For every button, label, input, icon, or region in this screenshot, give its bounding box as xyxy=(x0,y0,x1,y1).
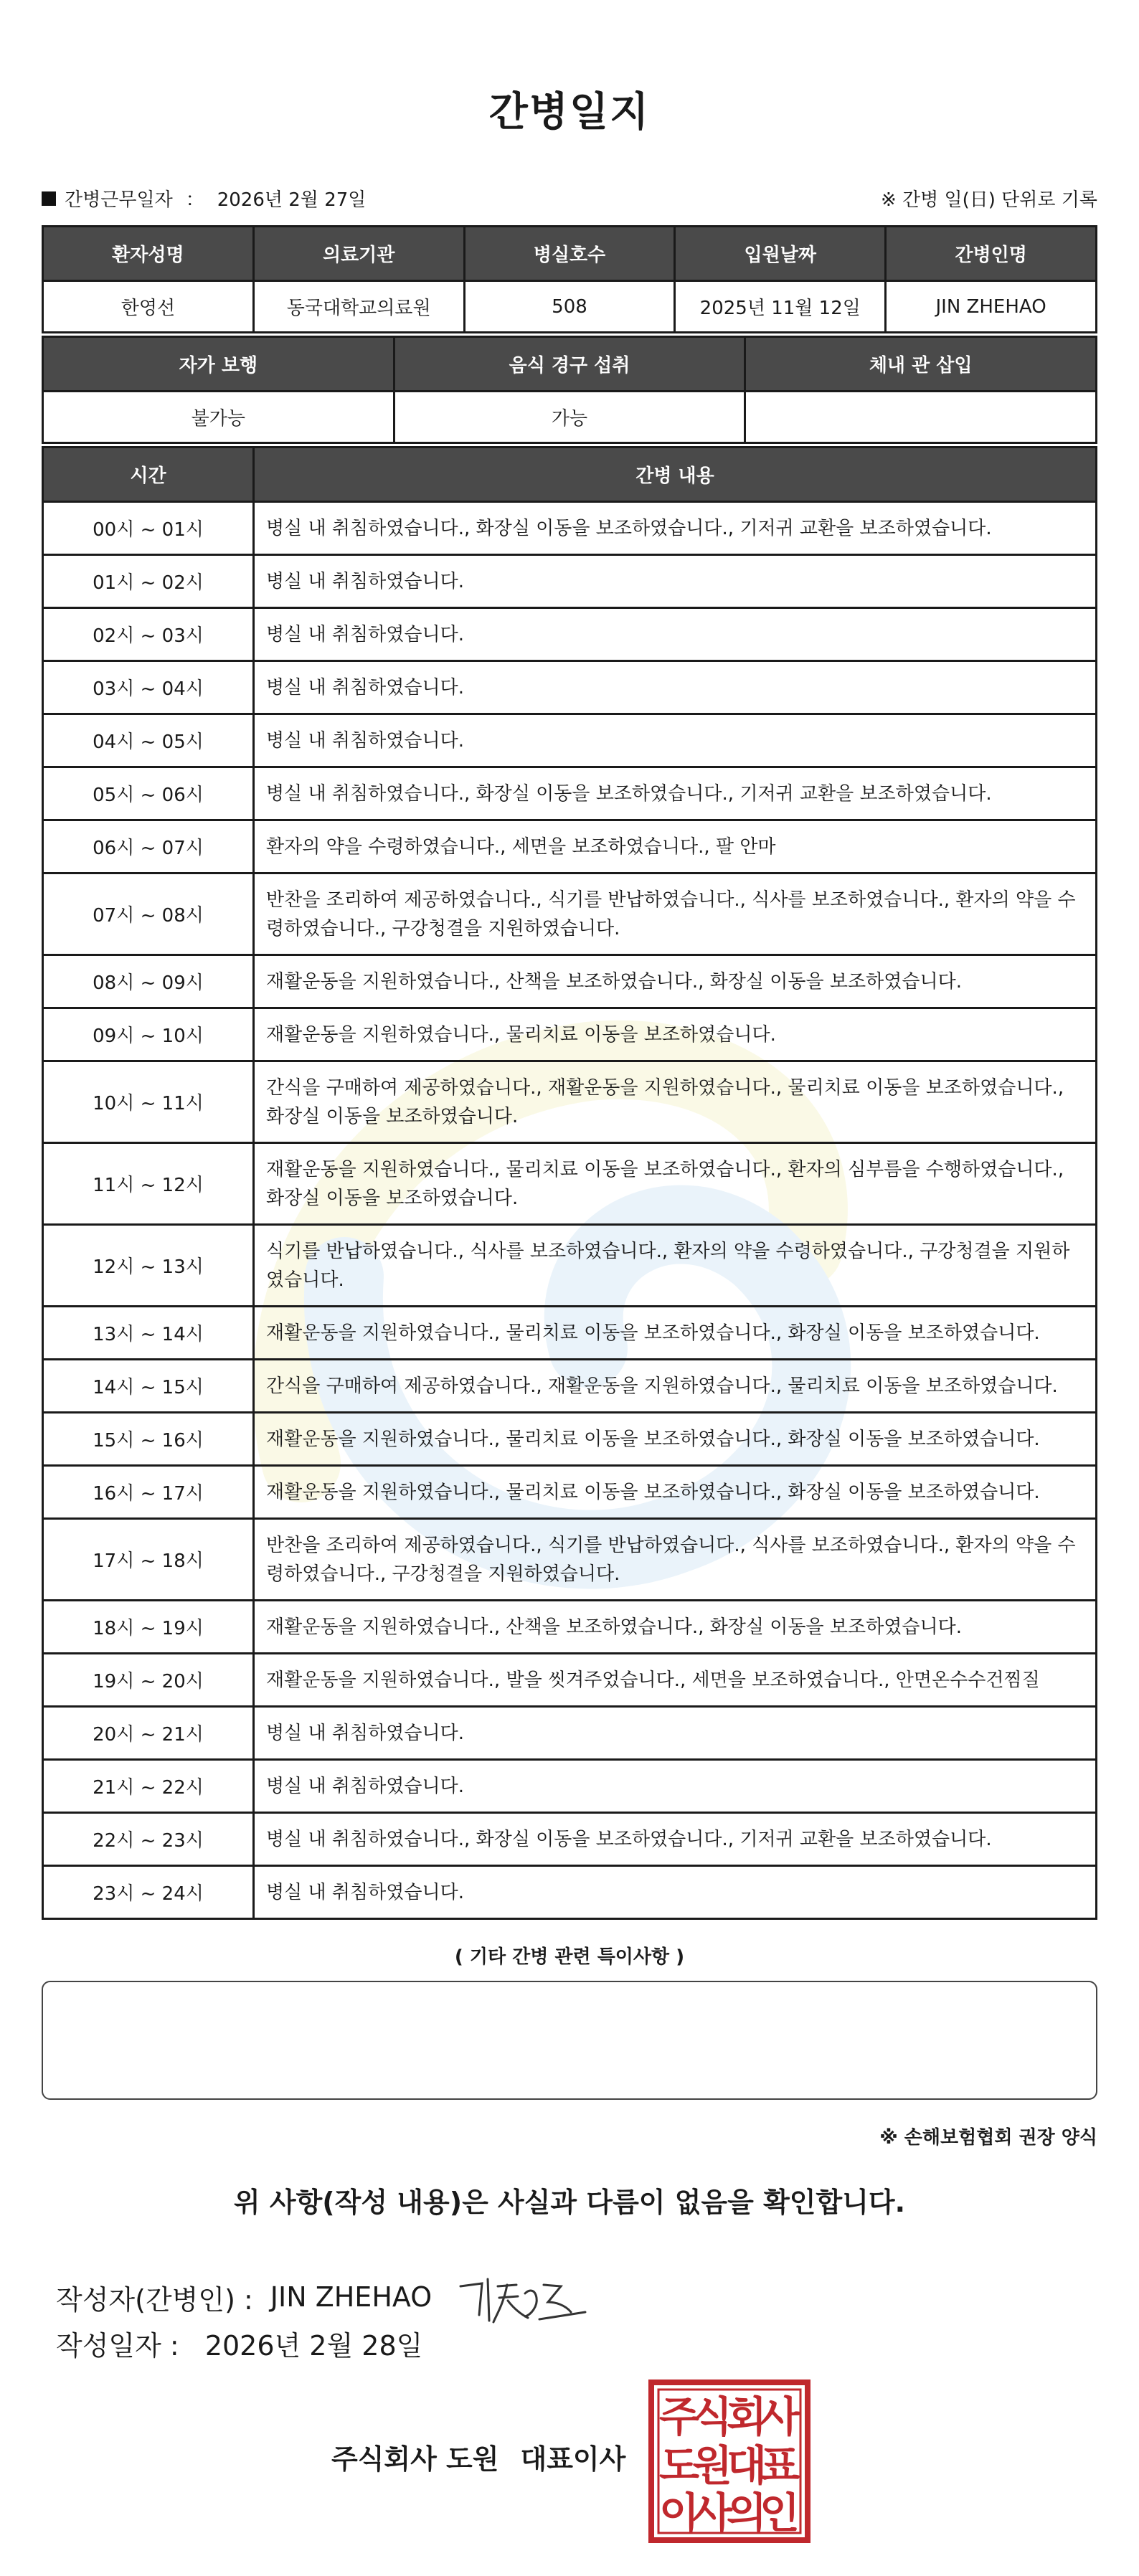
table-row xyxy=(43,1008,1097,1061)
table-row xyxy=(43,1601,1097,1654)
written-date-label: 작성일자 : xyxy=(56,2330,179,2362)
status-header-row xyxy=(43,337,1097,392)
table-row xyxy=(43,1143,1097,1225)
written-date-line xyxy=(56,2324,422,2363)
log-content: 식기를 반납하였습니다., 식사를 보조하였습니다., 환자의 약을 수령하였습니다., 구강청결을 지원하였습니다. xyxy=(254,1225,1097,1307)
header-caregiver-name: 간병인명 xyxy=(886,227,1097,281)
log-content: 간식을 구매하여 제공하였습니다., 재활운동을 지원하였습니다., 물리치료 이동을 보조하였습니다. xyxy=(254,1360,1097,1413)
work-date xyxy=(42,185,366,212)
insurer-note: ※ 손해보험협회 권장 양식 xyxy=(879,2127,1097,2149)
work-date-value: 2026년 2월 27일 xyxy=(217,189,367,211)
log-time: 12시 ~ 13시 xyxy=(43,1225,254,1307)
log-time: 00시 ~ 01시 xyxy=(43,502,254,555)
log-time: 23시 ~ 24시 xyxy=(43,1866,254,1919)
confirm-statement: 위 사항(작성 내용)은 사실과 다름이 없음을 확인합니다. xyxy=(233,2187,906,2218)
svg-text:의: 의 xyxy=(726,2489,767,2537)
log-time: 20시 ~ 21시 xyxy=(43,1707,254,1760)
log-content: 재활운동을 지원하였습니다., 산책을 보조하였습니다., 화장실 이동을 보조하였습니다. xyxy=(254,955,1097,1008)
log-content: 재활운동을 지원하였습니다., 물리치료 이동을 보조하였습니다., 화장실 이동을 보조하였습니다. xyxy=(254,1307,1097,1360)
log-time: 22시 ~ 23시 xyxy=(43,1813,254,1866)
caregiver-name: JIN ZHEHAO xyxy=(886,281,1097,333)
log-content: 재활운동을 지원하였습니다., 물리치료 이동을 보조하였습니다., 환자의 심부름을 수행하였습니다., 화장실 이동을 보조하였습니다. xyxy=(254,1143,1097,1225)
care-log-table xyxy=(42,446,1097,1920)
log-content: 재활운동을 지원하였습니다., 물리치료 이동을 보조하였습니다. xyxy=(254,1008,1097,1061)
log-time: 05시 ~ 06시 xyxy=(43,767,254,820)
table-row xyxy=(43,873,1097,955)
log-content: 병실 내 취침하였습니다., 화장실 이동을 보조하였습니다., 기저귀 교환을 보조하였습니다. xyxy=(254,767,1097,820)
table-row xyxy=(43,767,1097,820)
header-tube-insertion: 체내 관 삽입 xyxy=(745,337,1097,392)
page-title: 간병일지 xyxy=(488,89,651,136)
table-row xyxy=(43,1360,1097,1413)
log-time: 14시 ~ 15시 xyxy=(43,1360,254,1413)
log-time: 01시 ~ 02시 xyxy=(43,555,254,608)
patient-status-table xyxy=(42,336,1097,444)
patient-value-row xyxy=(43,281,1097,333)
header-care-content: 간병 내용 xyxy=(254,448,1097,502)
admission-date: 2025년 11월 12일 xyxy=(675,281,886,333)
header-patient-name: 환자성명 xyxy=(43,227,254,281)
header-time: 시간 xyxy=(43,448,254,502)
patient-name: 한영선 xyxy=(43,281,254,333)
log-time: 02시 ~ 03시 xyxy=(43,608,254,661)
unit-note: ※ 간병 일(日) 단위로 기록 xyxy=(880,189,1097,211)
company-seal-icon xyxy=(648,2380,810,2543)
self-walking-value: 불가능 xyxy=(43,392,394,443)
table-row xyxy=(43,1466,1097,1519)
header-room: 병실호수 xyxy=(464,227,675,281)
signature-image xyxy=(453,2265,590,2329)
square-bullet-icon xyxy=(42,191,56,206)
log-content: 병실 내 취침하였습니다. xyxy=(254,1866,1097,1919)
log-content: 재활운동을 지원하였습니다., 물리치료 이동을 보조하였습니다., 화장실 이동을 보조하였습니다. xyxy=(254,1413,1097,1466)
table-row xyxy=(43,1225,1097,1307)
log-time: 11시 ~ 12시 xyxy=(43,1143,254,1225)
log-content: 반찬을 조리하여 제공하였습니다., 식기를 반납하였습니다., 식사를 보조하였습니다., 환자의 약을 수령하였습니다., 구강청결을 지원하였습니다. xyxy=(254,1519,1097,1601)
table-row xyxy=(43,1519,1097,1601)
log-time: 21시 ~ 22시 xyxy=(43,1760,254,1813)
log-content: 재활운동을 지원하였습니다., 산책을 보조하였습니다., 화장실 이동을 보조하였습니다. xyxy=(254,1601,1097,1654)
table-row xyxy=(43,955,1097,1008)
log-content: 병실 내 취침하였습니다. xyxy=(254,714,1097,767)
table-row xyxy=(43,1413,1097,1466)
company-line xyxy=(331,2437,625,2476)
svg-text:사: 사 xyxy=(691,2489,733,2537)
written-date-value: 2026년 2월 28일 xyxy=(204,2330,423,2362)
log-time: 04시 ~ 05시 xyxy=(43,714,254,767)
log-time: 18시 ~ 19시 xyxy=(43,1601,254,1654)
log-content: 병실 내 취침하였습니다. xyxy=(254,555,1097,608)
svg-text:표: 표 xyxy=(759,2441,800,2490)
header-self-walking: 자가 보행 xyxy=(43,337,394,392)
log-content: 병실 내 취침하였습니다. xyxy=(254,661,1097,714)
log-time: 15시 ~ 16시 xyxy=(43,1413,254,1466)
log-content: 병실 내 취침하였습니다., 화장실 이동을 보조하였습니다., 기저귀 교환을 보조하였습니다. xyxy=(254,1813,1097,1866)
patient-header-row xyxy=(43,227,1097,281)
svg-text:도: 도 xyxy=(658,2441,700,2490)
log-time: 16시 ~ 17시 xyxy=(43,1466,254,1519)
svg-text:회: 회 xyxy=(726,2392,767,2441)
svg-text:인: 인 xyxy=(759,2489,800,2537)
table-row xyxy=(43,608,1097,661)
log-time: 03시 ~ 04시 xyxy=(43,661,254,714)
table-row xyxy=(43,555,1097,608)
work-date-separator: ： xyxy=(185,189,204,211)
meta-row xyxy=(42,185,1097,214)
table-row xyxy=(43,1654,1097,1707)
status-value-row xyxy=(43,392,1097,443)
log-time: 19시 ~ 20시 xyxy=(43,1654,254,1707)
writer-name: JIN ZHEHAO xyxy=(270,2281,433,2313)
tube-insertion-value xyxy=(745,392,1097,443)
writer-line xyxy=(56,2265,590,2329)
log-content: 재활운동을 지원하였습니다., 발을 씻겨주었습니다., 세면을 보조하였습니다., 안면온수수건찜질 xyxy=(254,1654,1097,1707)
log-content: 간식을 구매하여 제공하였습니다., 재활운동을 지원하였습니다., 물리치료 이동을 보조하였습니다., 화장실 이동을 보조하였습니다. xyxy=(254,1061,1097,1143)
log-content: 재활운동을 지원하였습니다., 물리치료 이동을 보조하였습니다., 화장실 이동을 보조하였습니다. xyxy=(254,1466,1097,1519)
table-row xyxy=(43,1307,1097,1360)
header-admission-date: 입원날짜 xyxy=(675,227,886,281)
log-time: 06시 ~ 07시 xyxy=(43,820,254,873)
company-title: 대표이사 xyxy=(520,2443,626,2475)
log-header-row xyxy=(43,448,1097,502)
header-oral-intake: 음식 경구 섭취 xyxy=(394,337,745,392)
svg-text:대: 대 xyxy=(726,2441,767,2490)
log-content: 반찬을 조리하여 제공하였습니다., 식기를 반납하였습니다., 식사를 보조하였습니다., 환자의 약을 수령하였습니다., 구강청결을 지원하였습니다. xyxy=(254,873,1097,955)
log-time: 17시 ~ 18시 xyxy=(43,1519,254,1601)
table-row xyxy=(43,661,1097,714)
svg-text:원: 원 xyxy=(691,2441,733,2490)
table-row xyxy=(43,1760,1097,1813)
company-name: 주식회사 도원 xyxy=(331,2443,499,2475)
log-time: 13시 ~ 14시 xyxy=(43,1307,254,1360)
work-date-label: 간병근무일자 xyxy=(65,189,173,211)
svg-text:식: 식 xyxy=(691,2392,733,2441)
table-row xyxy=(43,1866,1097,1919)
log-time: 08시 ~ 09시 xyxy=(43,955,254,1008)
log-content: 병실 내 취침하였습니다. xyxy=(254,608,1097,661)
log-content: 병실 내 취침하였습니다. xyxy=(254,1707,1097,1760)
svg-text:이: 이 xyxy=(658,2489,700,2537)
table-row xyxy=(43,1707,1097,1760)
log-time: 09시 ~ 10시 xyxy=(43,1008,254,1061)
header-hospital: 의료기관 xyxy=(253,227,464,281)
log-content: 병실 내 취침하였습니다. xyxy=(254,1760,1097,1813)
log-time: 10시 ~ 11시 xyxy=(43,1061,254,1143)
svg-text:사: 사 xyxy=(759,2392,800,2441)
hospital-name: 동국대학교의료원 xyxy=(253,281,464,333)
room-number: 508 xyxy=(464,281,675,333)
log-content: 환자의 약을 수령하였습니다., 세면을 보조하였습니다., 팔 안마 xyxy=(254,820,1097,873)
log-content: 병실 내 취침하였습니다., 화장실 이동을 보조하였습니다., 기저귀 교환을 보조하였습니다. xyxy=(254,502,1097,555)
table-row xyxy=(43,1813,1097,1866)
table-row xyxy=(43,1061,1097,1143)
log-time: 07시 ~ 08시 xyxy=(43,873,254,955)
notes-box xyxy=(42,1981,1097,2100)
table-row xyxy=(43,820,1097,873)
notes-title: ( 기타 간병 관련 특이사항 ) xyxy=(454,1946,685,1968)
svg-text:주: 주 xyxy=(658,2392,700,2441)
table-row xyxy=(43,714,1097,767)
writer-label: 작성자(간병인) : xyxy=(56,2283,253,2316)
oral-intake-value: 가능 xyxy=(394,392,745,443)
patient-info-table xyxy=(42,225,1097,333)
table-row xyxy=(43,502,1097,555)
